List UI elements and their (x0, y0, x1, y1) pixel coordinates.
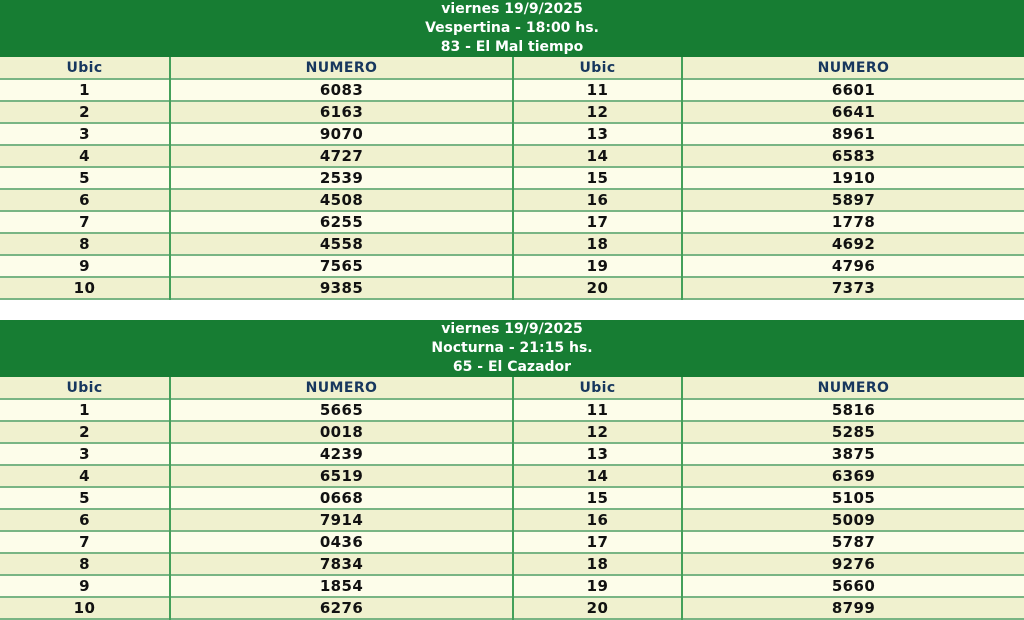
draw-date: viernes 19/9/2025 (441, 1, 583, 17)
numero-cell: 6276 (170, 597, 513, 619)
numero-cell: 0668 (170, 487, 513, 509)
ubic-column-header: Ubic (0, 57, 170, 79)
ubic-cell: 5 (0, 487, 170, 509)
ubic-cell: 12 (513, 101, 682, 123)
numero-cell: 5285 (682, 421, 1024, 443)
ubic-column-header: Ubic (513, 377, 682, 399)
result-row (0, 255, 1024, 277)
ubic-cell: 2 (0, 421, 170, 443)
ubic-cell: 7 (0, 211, 170, 233)
numero-cell: 1910 (682, 167, 1024, 189)
ubic-cell: 7 (0, 531, 170, 553)
numero-cell: 6641 (682, 101, 1024, 123)
ubic-cell: 6 (0, 509, 170, 531)
numero-cell: 5009 (682, 509, 1024, 531)
section-divider (0, 300, 1024, 320)
result-row (0, 531, 1024, 553)
ubic-cell: 20 (513, 597, 682, 619)
numero-cell: 6369 (682, 465, 1024, 487)
result-row (0, 421, 1024, 443)
result-row (0, 553, 1024, 575)
numero-cell: 8961 (682, 123, 1024, 145)
result-row (0, 167, 1024, 189)
numero-cell: 4239 (170, 443, 513, 465)
numero-cell: 0436 (170, 531, 513, 553)
ubic-cell: 1 (0, 79, 170, 101)
ubic-cell: 16 (513, 509, 682, 531)
column-header-row (0, 377, 1024, 399)
ubic-cell: 19 (513, 255, 682, 277)
draw-header-banner (0, 0, 1024, 57)
ubic-cell: 17 (513, 531, 682, 553)
ubic-cell: 18 (513, 233, 682, 255)
numero-cell-first-place: 5665 (170, 399, 513, 421)
result-row (0, 509, 1024, 531)
ubic-cell: 10 (0, 277, 170, 299)
ubic-cell: 6 (0, 189, 170, 211)
numero-cell: 6601 (682, 79, 1024, 101)
draw-name: 83 - El Mal tiempo (440, 39, 584, 55)
draw-name: 65 - El Cazador (452, 359, 572, 375)
ubic-cell: 12 (513, 421, 682, 443)
numero-cell: 6519 (170, 465, 513, 487)
ubic-cell: 3 (0, 443, 170, 465)
ubic-cell: 20 (513, 277, 682, 299)
result-row (0, 211, 1024, 233)
numero-cell: 7834 (170, 553, 513, 575)
numero-cell: 2539 (170, 167, 513, 189)
ubic-cell: 4 (0, 465, 170, 487)
draw-session-time: Nocturna - 21:15 hs. (431, 340, 593, 356)
result-row (0, 277, 1024, 299)
results-table (0, 57, 1024, 300)
numero-cell: 1854 (170, 575, 513, 597)
ubic-cell: 10 (0, 597, 170, 619)
numero-cell: 5897 (682, 189, 1024, 211)
result-row (0, 189, 1024, 211)
draw-header-banner (0, 320, 1024, 377)
numero-cell: 3875 (682, 443, 1024, 465)
draw-session-time: Vespertina - 18:00 hs. (425, 20, 599, 36)
numero-cell: 1778 (682, 211, 1024, 233)
ubic-cell: 19 (513, 575, 682, 597)
numero-cell: 5660 (682, 575, 1024, 597)
draw-date: viernes 19/9/2025 (441, 321, 583, 337)
result-row (0, 487, 1024, 509)
numero-cell: 7373 (682, 277, 1024, 299)
column-header-row (0, 57, 1024, 79)
ubic-cell: 5 (0, 167, 170, 189)
ubic-cell: 13 (513, 123, 682, 145)
ubic-cell: 3 (0, 123, 170, 145)
ubic-cell: 15 (513, 167, 682, 189)
ubic-column-header: Ubic (513, 57, 682, 79)
ubic-cell: 13 (513, 443, 682, 465)
numero-cell: 7914 (170, 509, 513, 531)
numero-cell: 4508 (170, 189, 513, 211)
result-row (0, 145, 1024, 167)
numero-cell: 4796 (682, 255, 1024, 277)
numero-column-header: NUMERO (682, 377, 1024, 399)
ubic-cell: 17 (513, 211, 682, 233)
result-row (0, 79, 1024, 101)
draw-section-nocturna (0, 320, 1024, 620)
draw-section-vespertina (0, 0, 1024, 300)
ubic-cell: 15 (513, 487, 682, 509)
result-row (0, 101, 1024, 123)
numero-cell: 4692 (682, 233, 1024, 255)
ubic-cell: 8 (0, 553, 170, 575)
numero-cell: 6255 (170, 211, 513, 233)
ubic-cell: 14 (513, 465, 682, 487)
ubic-cell: 11 (513, 399, 682, 421)
numero-cell: 6583 (682, 145, 1024, 167)
numero-cell: 4558 (170, 233, 513, 255)
ubic-cell: 14 (513, 145, 682, 167)
numero-cell: 8799 (682, 597, 1024, 619)
numero-cell: 0018 (170, 421, 513, 443)
numero-cell: 9070 (170, 123, 513, 145)
results-table (0, 377, 1024, 620)
result-row (0, 597, 1024, 619)
ubic-cell: 4 (0, 145, 170, 167)
ubic-cell: 18 (513, 553, 682, 575)
numero-cell: 9385 (170, 277, 513, 299)
numero-column-header: NUMERO (170, 57, 513, 79)
ubic-cell: 16 (513, 189, 682, 211)
ubic-column-header: Ubic (0, 377, 170, 399)
ubic-cell: 9 (0, 575, 170, 597)
result-row (0, 465, 1024, 487)
numero-column-header: NUMERO (170, 377, 513, 399)
numero-cell: 5787 (682, 531, 1024, 553)
numero-cell: 9276 (682, 553, 1024, 575)
numero-cell: 4727 (170, 145, 513, 167)
result-row (0, 123, 1024, 145)
ubic-cell: 9 (0, 255, 170, 277)
numero-column-header: NUMERO (682, 57, 1024, 79)
numero-cell: 5105 (682, 487, 1024, 509)
result-row (0, 233, 1024, 255)
ubic-cell: 8 (0, 233, 170, 255)
numero-cell-first-place: 6083 (170, 79, 513, 101)
numero-cell: 6163 (170, 101, 513, 123)
numero-cell: 7565 (170, 255, 513, 277)
result-row (0, 443, 1024, 465)
ubic-cell: 2 (0, 101, 170, 123)
result-row (0, 575, 1024, 597)
ubic-cell: 1 (0, 399, 170, 421)
result-row (0, 399, 1024, 421)
ubic-cell: 11 (513, 79, 682, 101)
numero-cell: 5816 (682, 399, 1024, 421)
